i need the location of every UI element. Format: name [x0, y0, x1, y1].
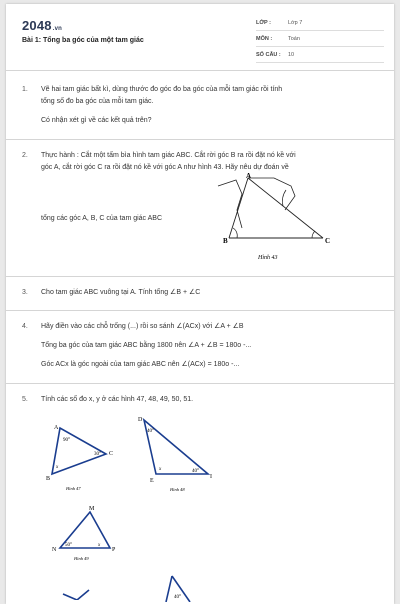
question-number: 4.	[22, 323, 28, 330]
figure-caption: Hình 43	[258, 255, 278, 261]
unknown-x-label: x	[159, 467, 162, 472]
question-number: 1.	[22, 86, 28, 93]
label-b: B	[46, 476, 51, 482]
question-line: Tính các số đo x, y ở các hình 47, 48, 49, 50, 51.	[41, 396, 194, 403]
meta-subject	[256, 32, 384, 47]
label-n: N	[52, 547, 57, 553]
logo-suffix: .vn	[52, 26, 63, 32]
label-d: D	[138, 417, 143, 423]
meta-class	[256, 16, 384, 31]
header-divider	[6, 70, 394, 71]
figure-51	[154, 572, 204, 602]
angle-label: 40°	[174, 595, 181, 600]
question-line: góc A, cắt rời góc C ra rồi đặt nó kề với góc A như hình 43. Hãy nêu dự đoán về	[41, 164, 289, 171]
figure-43	[211, 170, 336, 265]
question-number: 5.	[22, 396, 28, 403]
meta-value: 10	[288, 52, 295, 58]
meta-question-count	[256, 48, 384, 63]
angle-i-label: 40°	[192, 469, 199, 474]
question-line: Có nhận xét gì về các kết quả trên?	[41, 117, 152, 124]
question-line: Thực hành : Cắt một tấm bìa hình tam giác ABC. Cắt rời góc B ra rồi đặt nó kề với	[41, 152, 296, 159]
lesson-title: Bài 1: Tổng ba góc của một tam giác	[22, 37, 144, 44]
figure-47	[44, 422, 128, 494]
question-line: tổng các góc A, B, C của tam giác ABC	[41, 215, 163, 222]
question-line: tổng số đo ba góc của mỗi tam giác.	[41, 98, 154, 105]
angle-a-label: 90°	[63, 438, 70, 443]
question-number: 2.	[22, 152, 28, 159]
label-e: E	[150, 478, 154, 484]
unknown-x-label: x	[56, 465, 59, 470]
figure-48	[136, 412, 220, 496]
label-p: P	[112, 547, 116, 553]
logo-text: 2048	[22, 18, 52, 33]
site-logo[interactable]	[22, 18, 62, 33]
question-line: Cho tam giác ABC vuông tại A. Tính tổng ∠B + ∠C	[41, 289, 201, 296]
angle-d-label: 40°	[147, 429, 154, 434]
question-number: 3.	[22, 289, 28, 296]
figure-caption: Hình 48	[170, 487, 185, 492]
question-line: Góc ACx là góc ngoài của tam giác ABC nên ∠(ACx) = 180o -...	[41, 361, 240, 368]
meta-key: SỐ CÂU :	[256, 52, 281, 58]
question-line: Vẽ hai tam giác bất kì, dùng thước đo góc đo ba góc của mỗi tam giác rồi tính	[41, 86, 283, 93]
label-b: B	[223, 237, 228, 245]
meta-value: Toán	[288, 36, 300, 42]
worksheet-page	[6, 4, 394, 604]
question-divider	[6, 383, 394, 384]
meta-key: MÔN :	[256, 36, 273, 42]
label-c: C	[109, 451, 114, 457]
figure-caption: Hình 49	[74, 556, 89, 561]
label-m: M	[89, 506, 95, 512]
question-line: Tổng ba góc của tam giác ABC bằng 1800 nên ∠A + ∠B = 180o -...	[41, 342, 252, 349]
figure-caption: Hình 47	[66, 486, 81, 491]
question-divider	[6, 139, 394, 140]
label-a: A	[246, 172, 252, 180]
meta-key: LỚP :	[256, 20, 271, 26]
label-a: A	[54, 425, 59, 431]
figure-50	[61, 580, 101, 600]
label-i: I	[210, 474, 212, 480]
unknown-x-label: x	[98, 543, 101, 548]
angle-n-label: 50°	[65, 543, 72, 548]
angle-c-label: 30°	[94, 452, 101, 457]
meta-value: Lớp 7	[288, 20, 303, 26]
question-line: Hãy điền vào các chỗ trống (...) rồi so sánh ∠(ACx) với ∠A + ∠B	[41, 323, 244, 330]
figure-49	[48, 502, 128, 564]
question-divider	[6, 310, 394, 311]
question-divider	[6, 276, 394, 277]
label-c: C	[325, 237, 331, 245]
